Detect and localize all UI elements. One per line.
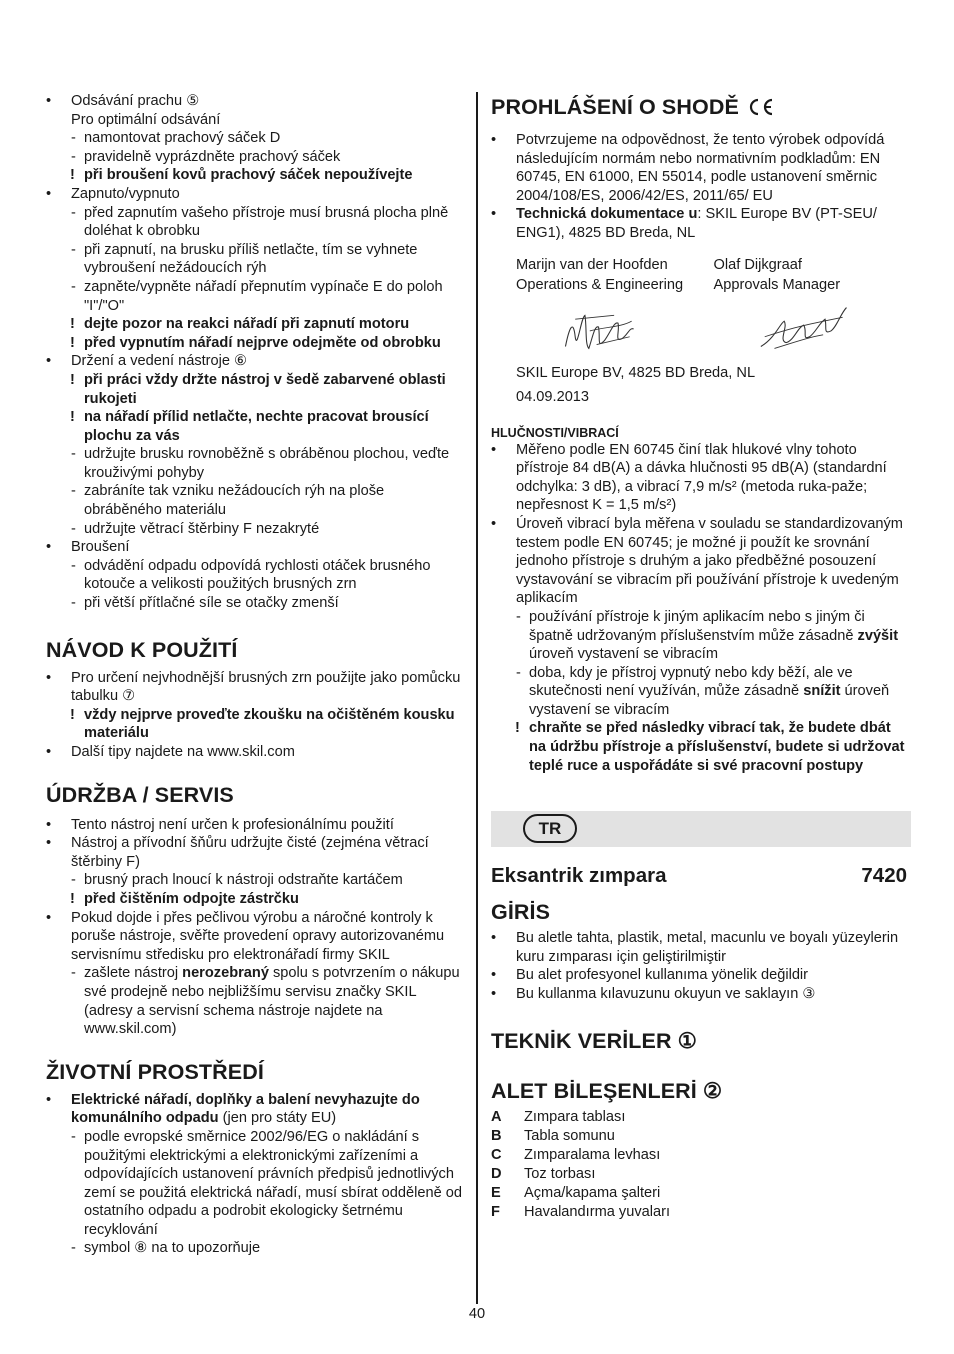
page-number: 40: [468, 1306, 486, 1322]
list-item: • Technická dokumentace u: SKIL Europe BV (PT-SEU/ ENG1), 4825 BD Breda, NL: [491, 205, 911, 242]
list-item: - namontovat prachový sáček D: [46, 129, 466, 148]
list-item: • Potvrzujeme na odpovědnost, že tento výrobek odpovídá následujícím normám nebo normativním podkladům: EN 60745, EN 61000, EN 55014, podle ustanovení směrnic 2004/108/ES, 2006/42/ES, 2011/65/ EU: [491, 131, 911, 205]
list-item: • Měřeno podle EN 60745 činí tlak hlukové vlny tohoto přístroje 84 dB(A) a dávka hlučnosti 95 dB(A) (standardní odchylka: 3 dB), a vibrací 7,9 m/s² (metoda ruka-paže; nepřesnost K = 1,5 m/s²): [491, 441, 911, 515]
component-label: Toz torbası: [524, 1165, 596, 1182]
navod-list: [46, 669, 466, 762]
list-item: • Bu kullanma kılavuzunu okuyun ve saklayın ③: [491, 985, 911, 1004]
section-title-giris: GİRİS: [491, 900, 551, 925]
list-item: • Tento nástroj není určen k profesionálnímu použití: [46, 816, 466, 835]
component-item: [491, 1184, 911, 1203]
signer-name: Olaf Dijkgraaf: [713, 256, 802, 273]
section-title-teknik: TEKNİK VERİLER ①: [491, 1028, 698, 1053]
section-title-hluk: HLUČNOSTI/VIBRACÍ: [491, 425, 619, 440]
giris-list: [491, 929, 911, 1003]
warning-item: ! chraňte se před následky vibrací tak, že budete dbát na údržbu přístroje a příslušenství, budete si udržovat teplé ruce a uspořádáte si své pracovní postupy: [491, 719, 911, 775]
component-label: Havalandırma yuvaları: [524, 1203, 671, 1220]
component-label: Tabla somunu: [524, 1127, 615, 1144]
list-item: - zapněte/vypněte nářadí přepnutím vypínače E do poloh "I"/"O": [46, 278, 466, 315]
list-item: • Bu alet profesyonel kullanıma yönelik değildir: [491, 966, 911, 985]
list-item: - pravidelně vyprázdněte prachový sáček: [46, 148, 466, 167]
list-item: - při větší přítlačné síle se otačky zmenší: [46, 594, 466, 613]
declaration-date: 04.09.2013: [516, 388, 590, 405]
list-item: • Odsávání prachu ⑤: [46, 92, 466, 111]
signatories: [491, 255, 911, 295]
component-item: [491, 1108, 911, 1127]
list-item: - používání přístroje k jiným aplikacím nebo s jiným či špatně udržovaným příslušenstvím může zásadně zvýšit úroveň vystavení se vibracím: [491, 608, 911, 664]
component-key: E: [491, 1184, 501, 1201]
warning-item: ! před čištěním odpojte zástrčku: [46, 890, 466, 909]
component-key: C: [491, 1146, 502, 1163]
component-item: [491, 1127, 911, 1146]
component-key: F: [491, 1203, 500, 1220]
left-column: [46, 92, 466, 1258]
warning-item: ! vždy nejprve proveďte zkoušku na očištěném kousku materiálu: [46, 706, 466, 743]
company-address: SKIL Europe BV, 4825 BD Breda, NL: [516, 364, 756, 381]
list-item: • Bu aletle tahta, plastik, metal, macunlu ve boyalı yüzeylerin kuru zımparası için geliştirilmiştir: [491, 929, 911, 966]
list-item: - při zapnutí, na brusku příliš netlačte, tím se vyhnete vybroušení nežádoucích rýh: [46, 241, 466, 278]
signature-1-icon: [546, 297, 755, 359]
list-item: • Pokud dojde i přes pečlivou výrobu a náročné kontroly k poruše nástroje, svěřte provedení opravy autorizovanému servisnímu středisku pro elektronářadí firmy SKIL: [46, 909, 466, 965]
warning-item: ! při práci vždy držte nástroj v šedě zabarvené oblasti rukojeti: [46, 371, 466, 408]
list-item: - zašlete nástroj nerozebraný spolu s potvrzením o nákupu své prodejně nebo nejbližšímu servisu značky SKIL (adresy a servisní schema nástroje najdete na www.skil.com): [46, 964, 466, 1038]
usage-list: [46, 92, 466, 613]
section-title-udrzba: ÚDRŽBA / SERVIS: [46, 782, 234, 807]
signer-name: Marijn van der Hoofden: [516, 256, 668, 273]
signature-2-icon: [755, 297, 911, 359]
component-label: Zımpara tablası: [524, 1108, 626, 1125]
list-item: - před zapnutím vašeho přístroje musí brusná plocha plně doléhat k obrobku: [46, 204, 466, 241]
list-item: - brusný prach lnoucí k nástroji odstraňte kartáčem: [46, 871, 466, 890]
list-item: • Držení a vedení nástroje ⑥: [46, 352, 466, 371]
product-name: Eksantrik zımpara: [491, 864, 667, 888]
warning-item: ! dejte pozor na reakci nářadí při zapnutí motoru: [46, 315, 466, 334]
section-title-prohlaseni: PROHLÁŠENÍ O SHODĚ: [491, 94, 911, 123]
signature-row: [491, 297, 911, 363]
language-badge: TR: [523, 814, 577, 843]
list-item: - podle evropské směrnice 2002/96/EG o nakládání s použitými elektrickými a elektronickými zařízeními a odpovídajících ustanovení právních předpisů jednotlivých zemí se použitá elektrická nářadí, musí sbírat odděleně od ostatního odpadu a podrobit ekologicky šetrnému recyklování: [46, 1128, 466, 1240]
component-label: Zımparalama levhası: [524, 1146, 661, 1163]
list-item: • Pro určení nejvhodnější brusných zrn použijte jako pomůcku tabulku ⑦: [46, 669, 466, 706]
language-band: [491, 811, 911, 847]
component-item: [491, 1165, 911, 1184]
section-title-alet: ALET BİLEŞENLERİ ②: [491, 1078, 723, 1103]
component-item: [491, 1146, 911, 1165]
signer-role: Approvals Manager: [713, 276, 841, 293]
list-item: - odvádění odpadu odpovídá rychlosti otáček brusného kotouče a velikosti použitých brusných zrn: [46, 557, 466, 594]
list-item: - doba, kdy je přístroj vypnutý nebo kdy běží, ale ve skutečnosti není využíván, může zásadně snížit úroveň vystavení se vibracím: [491, 664, 911, 720]
udrzba-list: [46, 816, 466, 965]
component-key: A: [491, 1108, 502, 1125]
product-header: [491, 863, 911, 889]
component-item: [491, 1203, 911, 1222]
ce-mark-icon: [747, 97, 775, 123]
list-item: - symbol ⑧ na to upozorňuje: [46, 1239, 466, 1258]
list-item: • Úroveň vibrací byla měřena v souladu se standardizovaným testem podle EN 60745; je možné ji použít ke srovnání jednoho přístroje s druhým a jako předběžné posouzení vystavování se vibracím při používání přístroje k uvedeným aplikacím: [491, 515, 911, 608]
list-item: • Zapnuto/vypnuto: [46, 185, 466, 204]
section-title-zivotni: ŽIVOTNÍ PROSTŘEDÍ: [46, 1059, 264, 1084]
list-item: - zabráníte tak vzniku nežádoucích rýh na ploše obráběného materiálu: [46, 482, 466, 519]
list-item: - udržujte větrací štěrbiny F nezakryté: [46, 520, 466, 539]
component-list: [491, 1108, 911, 1222]
product-number: 7420: [861, 864, 907, 888]
right-column: [491, 92, 911, 1222]
component-label: Açma/kapama şalteri: [524, 1184, 661, 1201]
warning-item: ! na nářadí přílid netlačte, nechte pracovat brousící plochu za vás: [46, 408, 466, 445]
component-key: D: [491, 1165, 502, 1182]
list-item: - udržujte brusku rovnoběžně s obráběnou plochou, veďte krouživými pohyby: [46, 445, 466, 482]
warning-item: ! při broušení kovů prachový sáček nepoužívejte: [46, 166, 466, 185]
list-item: • Další tipy najdete na www.skil.com: [46, 743, 466, 762]
column-divider: [476, 92, 478, 1304]
list-item: • Elektrické nářadí, doplňky a balení nevyhazujte do komunálního odpadu (jen pro státy EU): [46, 1091, 466, 1128]
section-title-navod: NÁVOD K POUŽITÍ: [46, 637, 238, 662]
zivotni-list: [46, 1128, 466, 1258]
list-item: • Nástroj a přívodní šňůru udržujte čisté (zejména větrací štěrbiny F): [46, 834, 466, 871]
component-key: B: [491, 1127, 502, 1144]
warning-item: ! před vypnutím nářadí nejprve odejměte od obrobku: [46, 334, 466, 353]
signer-role: Operations & Engineering: [516, 276, 684, 293]
list-item: Pro optimální odsávání: [71, 111, 221, 128]
list-item: • Broušení: [46, 538, 466, 557]
